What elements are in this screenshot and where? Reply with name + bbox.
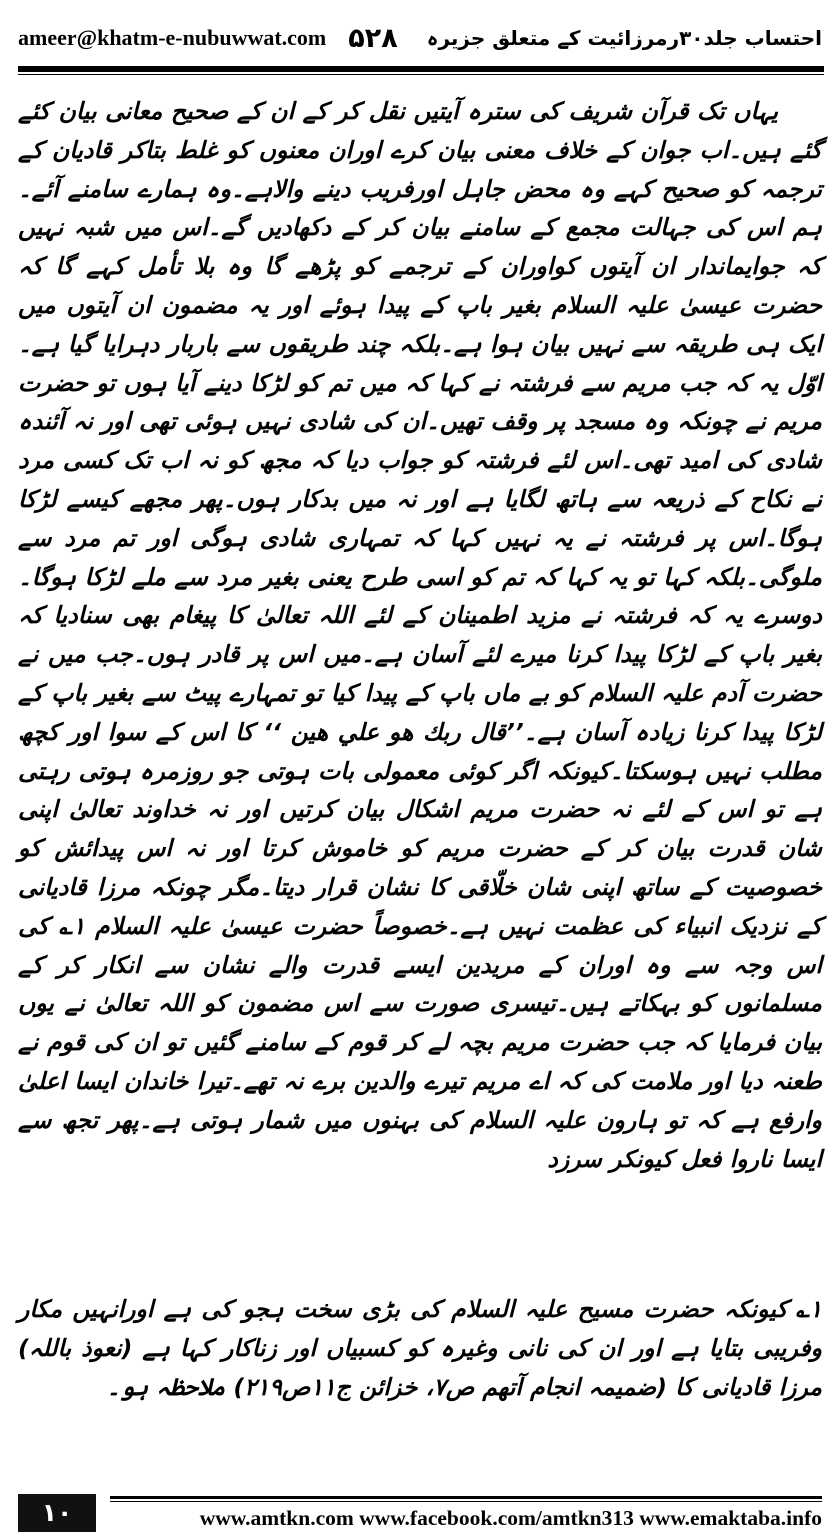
page-header	[18, 14, 822, 62]
header-running-title: احتساب جلد۳۰رمرزائیت کے متعلق جزیرہ	[426, 26, 822, 50]
footer-rule-thick	[110, 1496, 822, 1499]
main-text-block	[18, 92, 822, 1178]
footnote-marker: ۱؎	[795, 1295, 822, 1323]
footer-links: www.amtkn.com www.facebook.com/amtkn313 www.emaktaba.info	[199, 1506, 822, 1530]
footnote-block	[18, 1290, 822, 1406]
footer-page-number: ۱۰	[18, 1494, 96, 1532]
header-email: ameer@khatm-e-nubuwwat.com	[18, 25, 327, 50]
footnote-text: کیونکہ حضرت مسیح علیہ السلام کی بڑی سخت ہجو کی ہے اورانہیں مکار وفریبی بتایا ہے اور ان کی نانی وغیرہ کو کسبیاں اور زناکار کہا ہے (نعوذ باللہ) مرزا قادیانی کا (ضمیمہ انجام آتھم ص۷، خزائن ج۱۱ص۲۱۹) ملاحظہ ہو۔	[18, 1295, 822, 1401]
header-rule-thin	[18, 74, 824, 75]
main-paragraph	[18, 92, 822, 1178]
footnote-paragraph	[18, 1290, 822, 1406]
header-rule-thick	[18, 66, 824, 72]
header-left-group	[18, 23, 398, 54]
footer-rule-thin	[110, 1501, 822, 1502]
main-paragraph-text: یہاں تک قرآن شریف کی سترہ آیتیں نقل کر کے ان کے صحیح معانی بیان کئے گئے ہیں۔اب جوان کے خلاف معنی بیان کرے اوران معنوں کو غلط بتاکر قادیان کے ترجمہ کو صحیح کہے وہ محض جاہل اورفریب دینے والاہے۔وہ ہمارے سامنے آئے۔ہم اس کی جہالت مجمع کے سامنے بیان کر کے دکھادیں گے۔اس میں شبہ نہیں کہ جوایماندار ان آیتوں کواوران کے ترجمے کو پڑھے گا وہ بلا تأمل کہے گا کہ حضرت عیسیٰ علیہ السلام بغیر باپ کے پیدا ہوئے اور یہ مضمون ان آیتوں میں ایک ہی طریقہ سے نہیں بیان ہوا ہے۔بلکہ چند طریقوں سے باربار دہرایا گیا ہے۔اوّل یہ کہ جب مریم سے فرشتہ نے کہا کہ میں تم کو لڑکا دینے آیا ہوں تو حضرت مریم نے چونکہ وہ مسجد پر وقف تھیں۔ان کی شادی نہیں ہوئی تھی اور نہ آئندہ شادی کی امید تھی۔اس لئے فرشتہ کو جواب دیا کہ مجھ کو نہ اب تک کسی مرد نے نکاح کے ذریعہ سے ہاتھ لگایا ہے اور نہ میں بدکار ہوں۔پھر مجھے کیسے لڑکا ہوگا۔اس پر فرشتہ نے یہ نہیں کہا کہ تمہاری شادی ہوگی اور تم مرد سے ملوگی۔بلکہ کہا تو یہ کہا کہ تم کو اسی طرح یعنی بغیر مرد سے ملے لڑکا ہوگا۔دوسرے یہ کہ فرشتہ نے مزید اطمینان کے لئے اللہ تعالیٰ کا پیغام بھی سنادیا کہ بغیر باپ کے لڑکا پیدا کرنا میرے لئے آسان ہے۔میں اس پر قادر ہوں۔جب میں نے حضرت آدم علیہ السلام کو بے ماں باپ کے پیدا کیا تو تمہارے پیٹ سے بغیر باپ کے لڑکا پیدا کرنا زیادہ آسان ہے۔’’قال ربك هو علي هين ‘‘ کا اس کے سوا اور کچھ مطلب نہیں ہوسکتا۔کیونکہ اگر کوئی معمولی بات ہوتی جو روزمرہ ہوتی رہتی ہے تو اس کے لئے نہ حضرت مریم اشکال بیان کرتیں اور نہ خداوند تعالیٰ اپنی شان قدرت بیان کر کے حضرت مریم کو خاموش کرتا اور نہ اس پیدائش کو خصوصیت کے ساتھ اپنی شان خلّاقی کا نشان قرار دیتا۔مگر چونکہ مرزا قادیانی کے نزدیک انبیاء کی عظمت نہیں ہے۔خصوصاً حضرت عیسیٰ علیہ السلام ۱؎ کی اس وجہ سے وہ اوران کے مریدین ایسے قدرت والے نشان سے انکار کر کے مسلمانوں کو بہکاتے ہیں۔تیسری صورت سے اس مضمون کو اللہ تعالیٰ نے یوں بیان فرمایا کہ جب حضرت مریم بچہ لے کر قوم کے سامنے گئیں تو ان کی قوم نے طعنہ دیا اور ملامت کی کہ اے مریم تیرے والدین برے نہ تھے۔تیرا خاندان ایسا اعلیٰ وارفع ہے کہ تو ہارون علیہ السلام کی بہنوں میں شمار ہوتی ہے۔پھر تجھ سے ایسا ناروا فعل کیونکر سرزد	[18, 97, 822, 1173]
header-page-number: ۵۲۸	[348, 22, 398, 54]
page-footer	[18, 1494, 822, 1532]
